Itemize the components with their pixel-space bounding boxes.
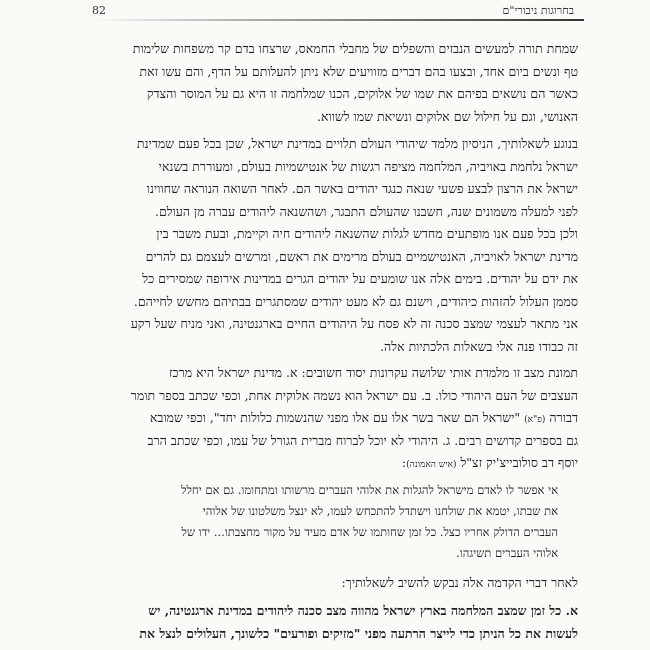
text-line: ולכן בכל פעם אנו מופתעים מחדש לגלות שהשנאה ליהודים חיה וקיימת, ובעת משבר בין <box>156 226 578 241</box>
text-line <box>100 407 578 430</box>
text-line <box>100 600 578 623</box>
paragraph-1 <box>100 38 578 128</box>
text-line: סממן העלול להזהות כיהודים, וישנם גם לא מעט יהודים שמסתגרים בבתיהם מחשש לחייהם. <box>133 293 578 309</box>
text-span: יוסף דב סולובייצ'יק זצ"ל <box>460 455 578 470</box>
text-line: טף ונשים ביום אחד, ובצעו בהם דברים מזוויעים שלא ניתן להעלותם על הדף, והם עשו זאת <box>139 63 578 79</box>
page-number: 82 <box>92 4 106 17</box>
text-line: שמחת תורה למעשים הנבזים והשפלים של מחבלי החמאס, שרצחו בדם קר משפחות שלימות <box>132 41 578 56</box>
text-line: את ידם על יהודים. בימים אלה אנו שומעים על יהודים הגרים במדינות אירופה שמסירים כל <box>142 271 578 286</box>
closing-paragraph <box>100 572 578 595</box>
text-span: דבורה <box>549 410 578 425</box>
answer-marker: א. <box>565 603 578 618</box>
text-line: ישראל נלחמת באויביה, המלחמה מציפה רגשות של אנטישמיות בעולם, ומעוררת בשנאי <box>158 158 578 174</box>
text-span: "ישראל הם שאר בשר אלו עם אלו מפני שהנשמות כלולות יחד", וכפי שמובא <box>149 410 521 425</box>
text-line: לפני למעלה משמונים שנה, חשבנו שהעולם התבגר, ושהשנאה ליהודים עברה מן העולם. <box>154 203 578 219</box>
text-line: מדינת ישראל לאויביה, האנטישמיים בעולם מרימים את ראשם, ומרשים לעצמם גם להרים <box>145 248 578 264</box>
text-line: תמונת מצב זו מלמדת אותי שלושה עקרונות יסוד חשובים: א. מדינת ישראל היא מרכז <box>168 365 578 380</box>
quote-line: העברים הדולק אחריו כצל. כל זמן שחותמו של אדם מעיד על מקור מחצבתו... ידו של <box>181 525 558 539</box>
quote-line: אלוהי העברים תשיגהו. <box>456 546 558 560</box>
text-line: האנושי, וגם על חילול שם אלוקים ונשיאת שמו לשווא. <box>317 108 578 124</box>
text-line: בנוגע לשאלותיך, הניסיון מלמד שיהודי העולם תלויים במדינת ישראל, שכן בכל פעם שמדינת <box>136 136 578 151</box>
text-span: כל זמן שמצב המלחמה בארץ ישראל מהווה מצב סכנה ליהודים במדינת ארגנטינה, יש <box>148 603 562 618</box>
paragraph-3 <box>100 362 578 475</box>
citation: (איש האמונה) <box>406 460 457 470</box>
text-line: לעשות את כל הניתן כדי לייצר הרתעה מפני "מזיקים ופורעים" כלשונך, העלולים לנצל את <box>139 625 578 641</box>
text-line: כאשר הם נושאים בפיהם את שמו של אלוקים, הכנו שמלחמה זו היא גם על המוסר והצדק <box>146 86 578 101</box>
text-line: זה כבודו פנה אלי בשאלות הלכתיות אלה. <box>380 338 578 354</box>
text-line <box>100 452 578 475</box>
text-line: גם בספרים קדושים רבים. ג. היהודי לא יוכל לברוח מברית הגורל של עמו, וכפי שכתב הרב <box>147 432 578 448</box>
quote-line: אי אפשר לו לאדם מישראל להגלות את אלוהי העברים מרשותו ומתחומו. גם אם יחלל <box>181 483 558 497</box>
quote-line: את שבתו, יטמא את שולחנו וישתדל להתכחש לעמו, לא ינצל משלטונו של אלוהי <box>202 504 558 518</box>
paragraph-2 <box>100 133 578 358</box>
text-line: ישראל את הרצון לבצע פשעי שנאה כנגד יהודים באשר הם. לאחר השואה הנוראה שחווינו <box>146 181 578 196</box>
header-rule <box>92 19 584 21</box>
running-head: בחרוגות ניבורי"ם <box>502 4 574 17</box>
block-quote <box>108 480 558 564</box>
citation: (פ"א) <box>524 415 546 425</box>
text-line: לאחר דברי הקדמה אלה נבקש להשיב לשאלותיך: <box>341 575 578 590</box>
answer-a <box>100 600 578 645</box>
text-line: אני מתאר לעצמי שמצב סכנה זה לא פסח על היהודים החיים בארגנטינה, ואני מניח שעל רקע <box>130 316 578 331</box>
text-line: העצבים של העם היהודי כולו. ב. עם ישראל הוא נשמה אלוקית אחת, וכפי שכתב בספר תומר <box>130 387 578 403</box>
text-span: : <box>401 455 407 470</box>
